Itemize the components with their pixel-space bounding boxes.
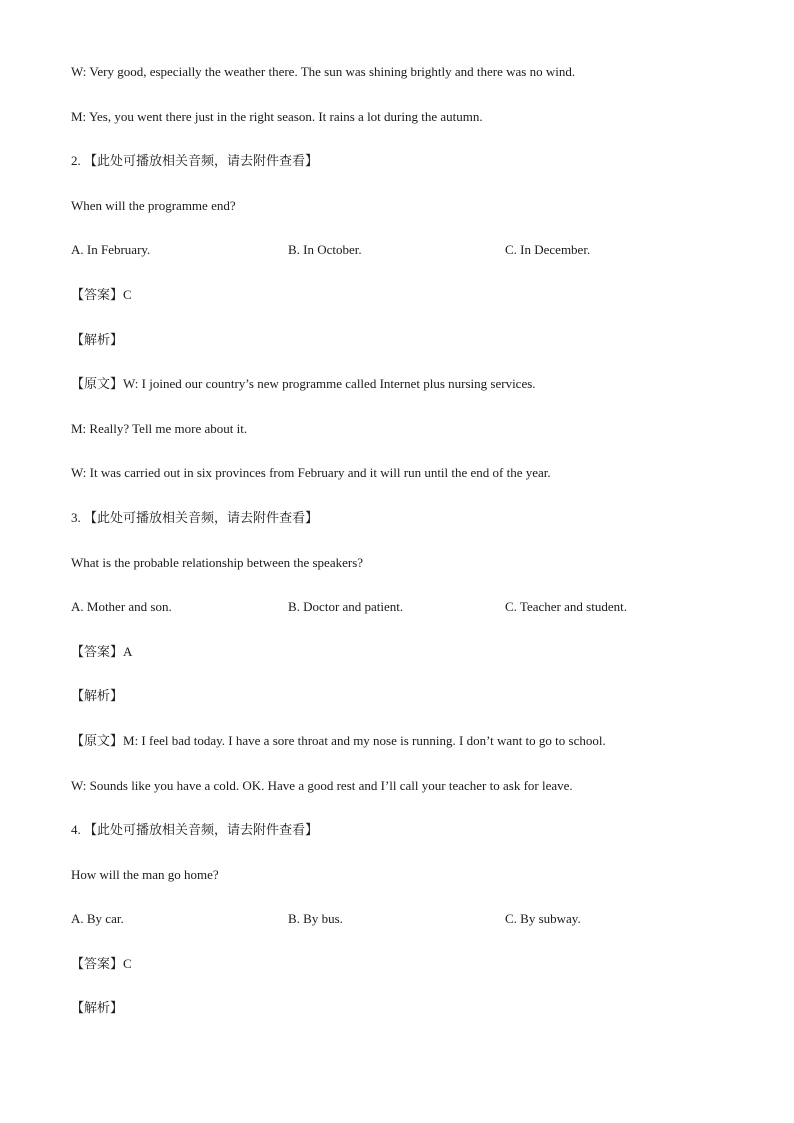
question-header (71, 821, 731, 839)
original-text: M: I feel bad today. I have a sore throat and my nose is running. I don’t want to go to school. (123, 732, 606, 748)
question-text: When will the programme end? (71, 197, 236, 213)
question-number: 4. (71, 822, 81, 838)
analysis-tag: 【解析】 (71, 332, 124, 348)
option-c: C. In December. (505, 242, 591, 258)
option-b: B. Doctor and patient. (288, 599, 404, 615)
analysis-tag: 【解析】 (71, 1001, 124, 1017)
answer-line (71, 955, 731, 973)
dialogue-line: W: Very good, especially the weather there. The sun was shining brightly and there was no wind. (71, 64, 576, 79)
option-c: C. By subway. (505, 911, 581, 927)
option-a: A. By car. (71, 911, 124, 927)
question-number: 3. (71, 509, 81, 525)
answer-tag: 【答案】 (71, 644, 124, 660)
answer-value: C (123, 955, 132, 971)
answer-tag: 【答案】 (71, 287, 124, 303)
audio-placeholder-tag: 【此处可播放相关音频，请去附件查看】 (84, 510, 319, 526)
analysis-line (71, 331, 731, 349)
question-header (71, 152, 731, 170)
question-text: What is the probable relationship between the speakers? (71, 554, 364, 570)
option-a: A. Mother and son. (71, 599, 172, 615)
answer-line (71, 643, 731, 661)
answer-options (71, 910, 731, 928)
dialogue-line: M: Yes, you went there just in the right season. It rains a lot during the autumn. (71, 108, 483, 124)
audio-placeholder-tag: 【此处可播放相关音频，请去附件查看】 (84, 154, 319, 170)
question-number: 2. (71, 153, 81, 169)
answer-options (71, 241, 731, 259)
answer-options (71, 598, 731, 616)
option-b: B. In October. (288, 242, 362, 258)
original-tag: 【原文】 (71, 733, 124, 749)
document-page (71, 63, 731, 1044)
original-text-line (71, 732, 731, 750)
original-text: W: I joined our country’s new programme called Internet plus nursing services. (123, 376, 536, 392)
answer-line (71, 286, 731, 304)
option-a: A. In February. (71, 242, 151, 258)
dialogue-line: W: Sounds like you have a cold. OK. Have a good rest and I’ll call your teacher to ask for leave. (71, 777, 573, 793)
dialogue-line: M: Really? Tell me more about it. (71, 420, 248, 436)
audio-placeholder-tag: 【此处可播放相关音频，请去附件查看】 (84, 823, 319, 839)
answer-value: C (123, 286, 132, 302)
answer-tag: 【答案】 (71, 956, 124, 972)
analysis-line (71, 687, 731, 705)
option-b: B. By bus. (288, 911, 343, 927)
original-text-line (71, 375, 731, 393)
analysis-tag: 【解析】 (71, 689, 124, 705)
original-tag: 【原文】 (71, 377, 124, 393)
question-text: How will the man go home? (71, 866, 219, 882)
analysis-line (71, 999, 731, 1017)
answer-value: A (123, 643, 133, 659)
dialogue-line: W: It was carried out in six provinces from February and it will run until the end of the year. (71, 465, 551, 481)
question-header (71, 509, 731, 527)
option-c: C. Teacher and student. (505, 599, 627, 615)
